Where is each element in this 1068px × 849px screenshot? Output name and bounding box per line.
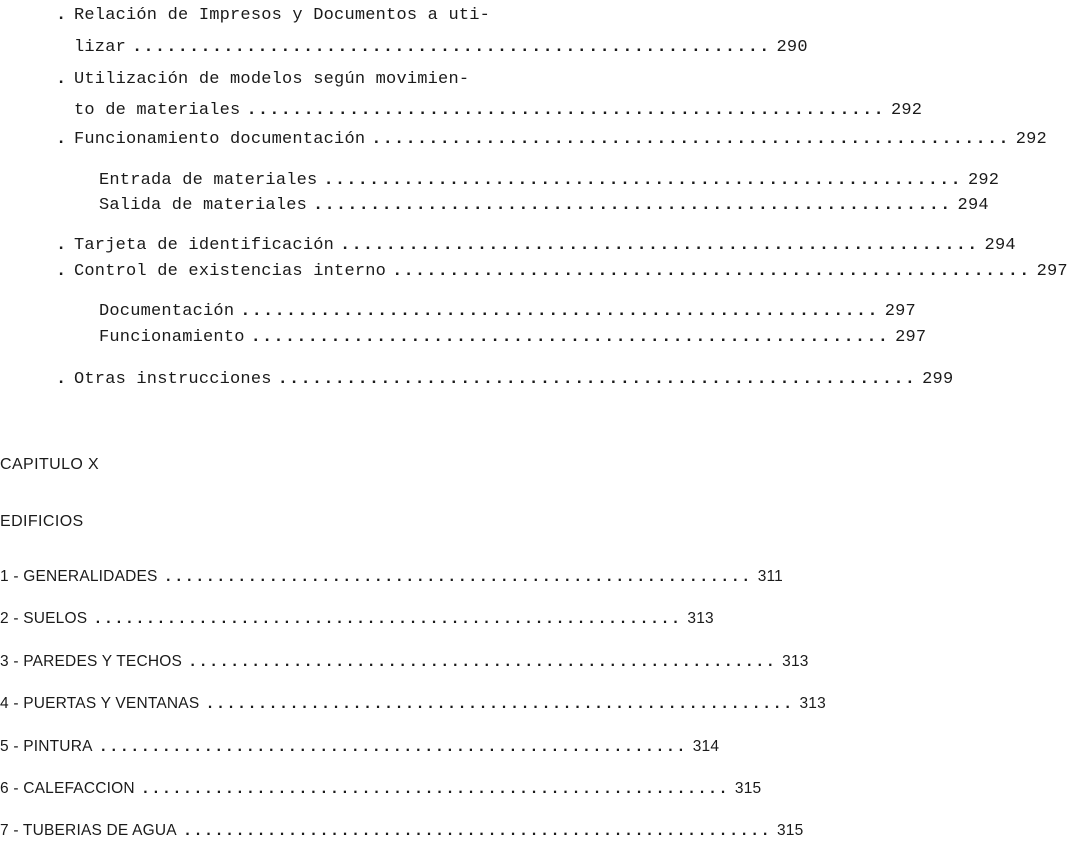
dot-leader: ........................................................ — [140, 780, 729, 798]
dot-leader: ........................................................ — [277, 370, 917, 389]
toc-page-number: 299 — [922, 370, 954, 389]
toc-entry-text: 6 - CALEFACCION — [0, 780, 135, 797]
toc-entry — [74, 370, 954, 390]
dot-leader: ........................................................ — [182, 822, 771, 840]
bullet-dot: . — [56, 262, 67, 281]
toc-page-number: 311 — [757, 568, 783, 585]
toc-entry-text: Tarjeta de identificación — [74, 236, 335, 255]
toc-entry — [0, 694, 826, 714]
toc-page-number: 297 — [1036, 262, 1068, 281]
toc-subentry — [99, 328, 927, 348]
toc-entry — [74, 262, 1068, 282]
dot-leader: ........................................................ — [313, 196, 952, 215]
toc-entry-text: Funcionamiento documentación — [74, 130, 366, 149]
toc-entry-text-line1: Relación de Impresos y Documentos a uti- — [74, 6, 491, 25]
dot-leader: ........................................................ — [323, 171, 962, 190]
dot-leader: ........................................................ — [240, 302, 879, 321]
toc-page-number: 292 — [1015, 130, 1047, 149]
toc-entry — [74, 236, 1016, 256]
toc-entry-text: Salida de materiales — [99, 196, 308, 215]
toc-entry — [0, 609, 714, 629]
toc-entry-text: 2 - SUELOS — [0, 610, 88, 627]
toc-entry-text: 5 - PINTURA — [0, 738, 93, 755]
toc-page-number: 313 — [799, 695, 826, 712]
toc-entry-text: Entrada de materiales — [99, 171, 318, 190]
toc-page-number: 315 — [734, 780, 762, 797]
toc-entry — [0, 779, 762, 799]
toc-entry-text: Funcionamiento — [99, 328, 245, 347]
dot-leader: ........................................................ — [246, 101, 885, 120]
dot-leader: ........................................................ — [93, 610, 682, 628]
chapter-subheading: EDIFICIOS — [0, 513, 84, 530]
toc-page-number: 294 — [984, 236, 1016, 255]
toc-entry-text: 7 - TUBERIAS DE AGUA — [0, 822, 177, 839]
toc-entry-text: Otras instrucciones — [74, 370, 272, 389]
toc-page-number: 297 — [884, 302, 916, 321]
dot-leader: ........................................................ — [250, 328, 890, 347]
toc-page-number: 292 — [967, 171, 1000, 190]
toc-entry — [0, 737, 720, 757]
toc-entry-text-line2: lizar — [74, 38, 127, 57]
toc-page-number: 313 — [687, 610, 714, 627]
toc-entry — [0, 567, 783, 587]
dot-leader: ........................................................ — [98, 738, 687, 756]
bullet-dot: . — [56, 370, 67, 389]
toc-subentry — [99, 171, 1000, 191]
toc-page-number: 294 — [957, 196, 989, 215]
toc-entry-text-line2: to de materiales — [74, 101, 241, 120]
dot-leader: ........................................................ — [132, 38, 771, 57]
toc-page-number: 297 — [895, 328, 927, 347]
toc-entry-text-line1: Utilización de modelos según movimien- — [74, 70, 470, 89]
toc-entry-text: 4 - PUERTAS Y VENTANAS — [0, 695, 200, 712]
dot-leader: ........................................................ — [205, 695, 794, 713]
toc-entry — [0, 652, 809, 672]
toc-entry-text: Control de existencias interno — [74, 262, 387, 281]
toc-entry-text: 1 - GENERALIDADES — [0, 568, 158, 585]
toc-page-number: 315 — [776, 822, 804, 839]
dot-leader: ........................................................ — [340, 236, 979, 255]
toc-entry — [74, 38, 808, 58]
toc-page-number: 314 — [692, 738, 720, 755]
toc-entry — [74, 101, 923, 121]
toc-entry-text: Documentación — [99, 302, 235, 321]
bullet-dot: . — [56, 70, 67, 89]
toc-subentry — [99, 196, 989, 216]
toc-page-number: 292 — [890, 101, 923, 120]
toc-page-number: 290 — [776, 38, 808, 57]
bullet-dot: . — [56, 6, 67, 25]
chapter-heading: CAPITULO X — [0, 456, 100, 473]
toc-entry — [0, 821, 804, 841]
dot-leader: ........................................................ — [188, 653, 777, 671]
toc-page-number: 313 — [782, 653, 809, 670]
toc-subentry — [99, 302, 916, 322]
dot-leader: ........................................................ — [163, 568, 752, 586]
toc-entry — [74, 130, 1047, 150]
bullet-dot: . — [56, 236, 67, 255]
toc-entry-text: 3 - PAREDES Y TECHOS — [0, 653, 183, 670]
dot-leader: ........................................................ — [392, 262, 1031, 281]
bullet-dot: . — [56, 130, 67, 149]
dot-leader: ........................................................ — [371, 130, 1010, 149]
